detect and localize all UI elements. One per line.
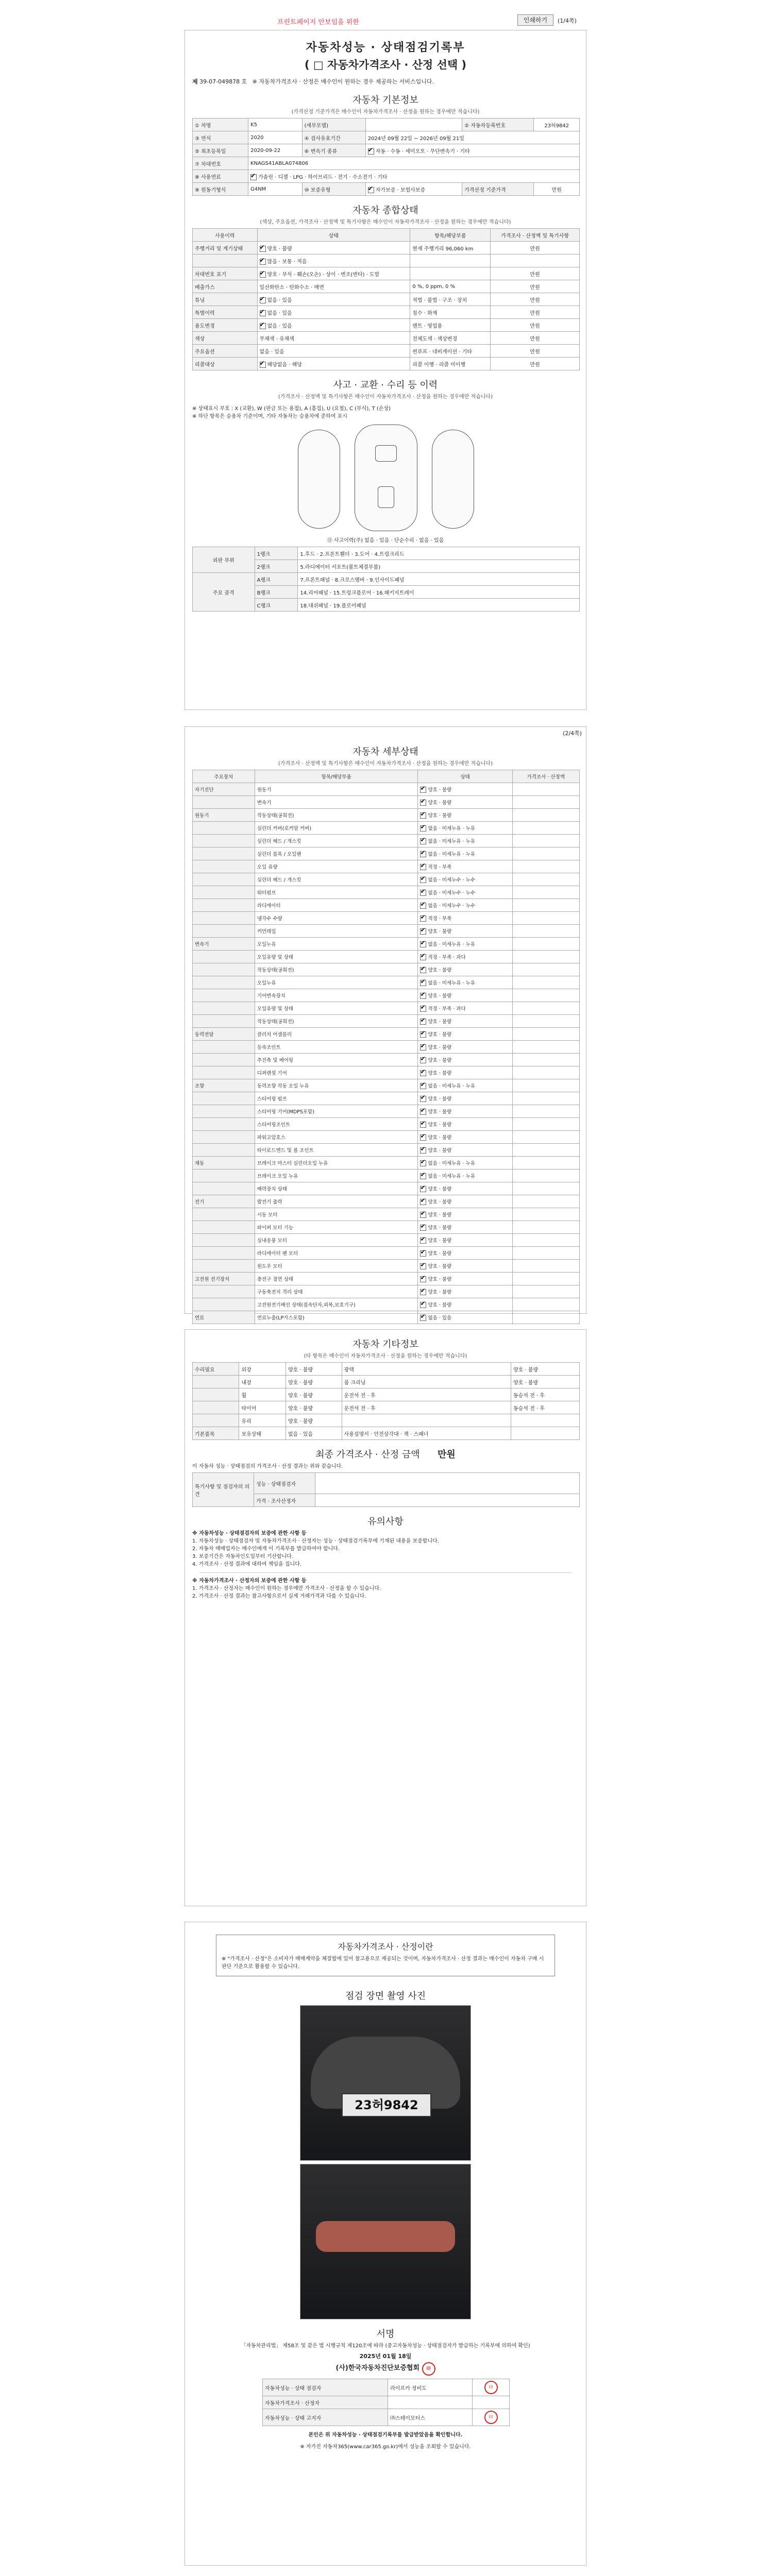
record-number-line: 제 39-07-049878 호 ※ 자동차가격조사 · 산정은 매수인이 원하는 경우 제공하는 서비스입니다.: [192, 78, 434, 85]
detail-row: 커먼레일 ✔ 양호 · 불량: [193, 925, 580, 938]
signature-law: 「자동차관리법」 제58조 및 같은 법 시행규칙 제120조에 따라 (중고자동차성능 · 상태점검자가 발급하는 기록부에 의하여 확인): [241, 2343, 530, 2349]
detail-row: 변속기 오일누유 ✔ 없음 · 미세누유 · 누유: [193, 938, 580, 951]
check-icon: [420, 1199, 426, 1205]
check-icon: [420, 941, 426, 947]
check-icon: [420, 1134, 426, 1141]
detail-row: 추진축 및 베어링 ✔ 양호 · 불량: [193, 1054, 580, 1066]
print-button[interactable]: 인쇄하기: [517, 14, 553, 26]
detail-row: 실린더 커버(로커암 커버) ✔ 없음 · 미세누유 · 누유: [193, 822, 580, 835]
notice-body: ※ 자동차성능 · 상태점검자의 보증에 관한 사항 등 1. 자동차성능 · 상태점검자 및 자동차가격조사 · 산정자는 성능 · 상태점검기록부에 기재된 내용을 보증합니다. 2. 자동차 매매업자는 매수인에게 이 기록부를 발급하여야 합니다. 3. 보증기간은 자동차인도일부터 기산합니다. 4. 가격조사 · 산정 결과에 대하여 책임을 집니다. ※ 자동차가격조사 · 산정자의 보증에 관한 사항 등 1. 가격조사 · 산정자는 매수인이 원하는 경우에만 가격조사 · 산정을 할 수 있습니다. 2. 가격조사 · 산정 결과는 참고사항으로서 실제 거래가격과 다를 수 있습니다.: [185, 1528, 586, 1602]
check-icon: [420, 1238, 426, 1244]
signature-confirm: 본인은 위 자동차성능 · 상태점검기록부를 발급받았음을 확인합니다.: [308, 2432, 463, 2438]
page-number: (1/4쪽): [558, 18, 577, 24]
detail-row: 작동상태(공회전) ✔ 양호 · 불량: [193, 1015, 580, 1028]
check-icon: [420, 916, 426, 922]
car-hood-panel: [375, 445, 397, 462]
car-left-side: [298, 430, 340, 529]
detail-row: 스티어링 펌프 ✔ 양호 · 불량: [193, 1092, 580, 1105]
check-icon: [420, 825, 426, 832]
summary-title: 자동차 종합상태: [352, 205, 418, 216]
detail-row: 윈도우 모터 ✔ 양호 · 불량: [193, 1260, 580, 1273]
check-icon: [420, 993, 426, 999]
final-price-title: 최종 가격조사 · 산정 금액 만원: [315, 1449, 456, 1460]
page-4: [184, 1922, 586, 2566]
etc-title: 자동차 기타정보: [352, 1339, 418, 1350]
check-icon: [420, 928, 426, 935]
price-definition-box: 자동차가격조사 · 산정이란 ※ "가격조사 · 산정"은 소비자가 매매계약을 체결함에 있어 참고용으로 제공되는 것이며, 자동차가격조사 · 산정 결과는 매수인이 자동차 구매 시 판단 기준으로 활용할 수 있습니다.: [216, 1935, 555, 1976]
etc-row: 수리필요 외장 양호 · 불량 광택 양호 · 불량: [193, 1363, 580, 1376]
detail-row: 오일유량 및 상태 ✔ 적정 · 부족 · 과다: [193, 1002, 580, 1015]
check-icon: [420, 1289, 426, 1295]
check-icon: [420, 1225, 426, 1231]
check-icon: [420, 967, 426, 973]
check-icon: [420, 1044, 426, 1050]
detail-row: 와이퍼 모터 기능 ✔ 양호 · 불량: [193, 1221, 580, 1234]
signature-date: 2025년 01월 18일: [359, 2353, 412, 2360]
summary-table: 사용이력 상태 항목/해당부품 가격조사 · 산정액 및 특기사항 주행거리 및 계기상태 ✔ 양호 · 불량 현재 주행거리 96,060 km 만원 ✔많음 · 보통 · 적음 차대번호 표기 ✔ 양호 · 부식 · 훼손(오손) · 상이 · 변조(변타) · 도말 만원 배출가스 일산화탄소 · 탄화수소 · 매연 0 %, 0 ppm, 0 % 만원 튜닝 ✔ 없음 · 있음 적법 · 불법 · 구조 · 장치 만원 특별이력 ✔ 없음 · 있음 침수 · 화재 만원 용도변경 ✔ 없음 · 있음 렌트 · 영업용 만원 색상 무채색 · 유채색 전체도색 · 색상변경 만원 주요옵션 없음 · 있음 썬루프 · 네비게이션 · 기타 만원 리콜대상 ✔ 해당없음 · 해당 리콜 이행 · 리콜 미이행 만원: [192, 228, 580, 370]
photo-title: 점검 장면 촬영 사진: [345, 1991, 426, 2002]
detail-row: 스티어링 기어(MDPS포함) ✔ 양호 · 불량: [193, 1105, 580, 1118]
detail-row: 워터펌프 ✔ 없음 · 미세누수 · 누수: [193, 886, 580, 899]
detail-row: 자기진단 원동기 ✔ 양호 · 불량: [193, 783, 580, 796]
detail-row: 오일누유 ✔ 없음 · 미세누유 · 누유: [193, 976, 580, 989]
detail-row: 오일유량 및 상태 ✔ 적정 · 부족 · 과다: [193, 951, 580, 963]
signature-org: (사)한국자동차진단보증협회 印: [185, 2362, 586, 2376]
final-opinion-table: 특기사항 및 점검자의 의견 성능 · 상태점검자 가격 · 조사산정자: [192, 1472, 580, 1507]
detail-row: 실린더 헤드 / 개스킷 ✔ 없음 · 미세누수 · 누수: [193, 873, 580, 886]
basic-info-title: 자동차 기본정보: [352, 95, 418, 106]
detail-row: 배력장치 상태 ✔ 양호 · 불량: [193, 1182, 580, 1195]
detail-row: 작동상태(공회전) ✔ 양호 · 불량: [193, 963, 580, 976]
etc-row: 유리 양호 · 불량: [193, 1414, 580, 1427]
check-icon: [420, 787, 426, 793]
detail-row: 라디에이터 팬 모터 ✔ 양호 · 불량: [193, 1247, 580, 1260]
basic-info-subtitle: (가격산정 기준가격은 매수인이 자동차가격조사 · 산정을 원하는 경우에만 적습니다): [291, 109, 480, 115]
check-icon: [420, 1302, 426, 1308]
etc-subtitle: (타 항목은 매수인이 자동차가격조사 · 산정을 원하는 경우에만 적습니다): [304, 1353, 467, 1359]
org-stamp-icon: 印: [422, 2362, 435, 2376]
detail-row: 실내송풍 모터 ✔ 양호 · 불량: [193, 1234, 580, 1247]
check-icon: [420, 903, 426, 909]
page-2-number: (2/4쪽): [563, 730, 582, 737]
accident-rank-table: 외판 부위 1랭크 1.후드 · 2.프론트휀더 · 3.도어 · 4.트렁크리드 2랭크 5.라디에이터 서포트(볼트체결부품) 주요 골격 A랭크 7.프론트패널 · 8.크로스멤버 · 9.인사이드패널 B랭크 14.리어패널 · 15.트렁크플로어 · 16.패키지트레이 C랭크 18.대쉬패널 · 19.플로어패널: [192, 547, 580, 612]
detail-subtitle: (가격조사 · 산정액 및 특기사항은 매수인이 자동차가격조사 · 산정을 원하는 경우에만 적습니다): [278, 761, 493, 767]
check-icon: [420, 1160, 426, 1166]
print-notice: 프린트페이지 안보임을 위한: [277, 19, 359, 26]
detail-row: 조향 동력조향 작동 오일 누유 ✔ 없음 · 미세누유 · 누유: [193, 1079, 580, 1092]
inspection-photo-lift: [300, 2164, 471, 2319]
detail-row: 연료 연료누출(LP가스포함) ✔ 없음 · 있음: [193, 1311, 580, 1324]
inspection-photo-front: [300, 2005, 471, 2161]
etc-row: 휠 양호 · 불량 운전석 전 · 후 동승석 전 · 후: [193, 1388, 580, 1401]
detail-row: 스티어링조인트 ✔ 양호 · 불량: [193, 1118, 580, 1131]
license-plate: 23허9842: [342, 2093, 431, 2117]
page-2: [184, 726, 586, 1321]
detail-row: 원동기 작동상태(공회전) ✔ 양호 · 불량: [193, 809, 580, 822]
detail-row: 실린더 블록 / 오일팬 ✔ 없음 · 미세누유 · 누유: [193, 848, 580, 860]
check-icon: [420, 812, 426, 819]
car-right-side: [432, 430, 474, 529]
detail-row: 오일 유량 ✔ 적정 · 부족: [193, 860, 580, 873]
detail-row: 파워고압호스 ✔ 양호 · 불량: [193, 1131, 580, 1144]
check-icon: [420, 1057, 426, 1063]
etc-row: 내장 양호 · 불량 룸 크리닝 양호 · 불량: [193, 1376, 580, 1388]
accident-subtitle: (가격조사 · 산정액 및 특기사항은 매수인이 자동차가격조사 · 산정을 원하는 경우에만 적습니다): [278, 394, 493, 400]
check-icon: [420, 877, 426, 883]
check-icon: [420, 1019, 426, 1025]
check-icon: [420, 1263, 426, 1269]
check-icon: [420, 1096, 426, 1102]
check-icon: [420, 1315, 426, 1321]
detail-row: 제동 브레이크 마스터 실린더오일 누유 ✔ 없음 · 미세누유 · 누유: [193, 1157, 580, 1170]
detail-row: 냉각수 수량 ✔ 적정 · 부족: [193, 912, 580, 925]
detail-row: 라디에이터 ✔ 없음 · 미세누수 · 누수: [193, 899, 580, 912]
car-roof-panel: [378, 486, 394, 508]
check-icon: [420, 1070, 426, 1076]
detail-row: 디퍼렌셜 기어 ✔ 양호 · 불량: [193, 1066, 580, 1079]
document-title: 자동차성능 · 상태점검기록부: [306, 41, 465, 54]
detail-row: 구동축전지 격리 상태 ✔ 양호 · 불량: [193, 1285, 580, 1298]
detail-title: 자동차 세부상태: [352, 747, 418, 757]
check-icon: [420, 980, 426, 986]
signature-footer: ※ 자가진 자동차365(www.car365.go.kr)에서 성능을 조회할 수 있습니다.: [300, 2444, 471, 2450]
dealer-stamp-icon: 印: [484, 2411, 498, 2424]
etc-table: [192, 1362, 580, 1440]
signature-title: 서명: [376, 2329, 395, 2340]
check-icon: [420, 1276, 426, 1282]
detail-row: 전기 발전기 출력 ✔ 양호 · 불량: [193, 1195, 580, 1208]
accident-title: 사고 · 교환 · 수리 등 이력: [333, 380, 438, 391]
notice-title: 유의사항: [367, 1516, 404, 1527]
detail-row: 동력전달 클러치 어셈블리 ✔ 양호 · 불량: [193, 1028, 580, 1041]
document-subtitle: ( □ 자동차가격조사 · 산정 선택 ): [304, 59, 467, 71]
check-icon: [420, 1212, 426, 1218]
final-price-line: 이 자동차 성능 · 상태점검의 가격조사 · 산정 결과는 위와 같습니다.: [192, 1464, 343, 1469]
check-icon: [420, 1031, 426, 1038]
etc-row: 기본품목 보유상태 없음 · 있음 사용설명서 · 안전삼각대 · 잭 · 스패너: [193, 1427, 580, 1440]
detail-row: 등속조인트 ✔ 양호 · 불량: [193, 1041, 580, 1054]
detail-row: 시동 모터 ✔ 양호 · 불량: [193, 1208, 580, 1221]
detail-row: 고전원전기배선 상태(접속단자,피복,보호기구) ✔ 양호 · 불량: [193, 1298, 580, 1311]
top-bar: [184, 13, 586, 29]
etc-row: 타이어 양호 · 불량 운전석 전 · 후 동승석 전 · 후: [193, 1401, 580, 1414]
page-1: [184, 30, 586, 710]
check-icon: [420, 954, 426, 960]
check-icon: [420, 1186, 426, 1192]
signature-table: 자동차성능 · 상태 점검자 라이프카 정비도 印 자동차가격조사 · 산정자 자동차성능 · 상태 고지자 ㈜스테이모터스 印: [262, 2379, 510, 2426]
car-top-view: [355, 425, 417, 531]
detail-row: 타이로드엔드 및 볼 조인트 ✔ 양호 · 불량: [193, 1144, 580, 1157]
page-3: [184, 1329, 586, 1906]
check-icon: [420, 800, 426, 806]
basic-info-table: ① 차명 K5 (세부모델) ② 자동차등록번호 23허9842 ③ 연식 2020 ④ 검사유효기간 2024년 09월 22일 ~ 2026년 09월 21일 ⑤ 최초등록일 2020-09-22 ⑥ 변속기 종류 ✔ 자동 · 수동 · 세미오토 · 무단변속기 · 기타 ⑦ 차대번호 KNAGS41ABLA074806 ⑧ 사용연료 ✔ 가솔린 · 디젤 · LPG · 하이브리드 · 전기 · 수소전기 · 기타 ⑨ 원동기형식 G4NM ⑩ 보증유형 ✔ 자가보증 · 보험사보증 가격산정 기준가격 만원: [192, 118, 580, 196]
detail-row: 실린더 헤드 / 개스킷 ✔ 없음 · 미세누유 · 누유: [193, 835, 580, 848]
check-icon: [420, 1173, 426, 1179]
check-icon: [420, 1250, 426, 1257]
check-icon: [420, 864, 426, 870]
car-diagram: [293, 425, 478, 533]
check-icon: [420, 890, 426, 896]
check-icon: [420, 1147, 426, 1154]
detail-row: 변속기 ✔ 양호 · 불량: [193, 796, 580, 809]
check-icon: [420, 1122, 426, 1128]
check-icon: [420, 1006, 426, 1012]
detail-row: 브레이크 오일 누유 ✔ 없음 · 미세누유 · 누유: [193, 1170, 580, 1182]
check-icon: [420, 851, 426, 857]
check-icon: [420, 838, 426, 844]
detail-row: 고전원 전기장치 충전구 절연 상태 ✔ 양호 · 불량: [193, 1273, 580, 1285]
inspector-stamp-icon: 印: [484, 2381, 498, 2394]
check-icon: [420, 1083, 426, 1089]
summary-subtitle: (색상, 주요옵션, 가격조사 · 산정액 및 특기사항은 매수인이 자동차가격조사 · 산정을 원하는 경우에만 적습니다): [260, 219, 511, 225]
accident-legend: ⑪ 사고이력(주) 없음 · 있음 · 단순수리 · 없음 · 있음: [327, 538, 444, 544]
detail-table: 주요장치 항목/해당부품 상태 가격조사 · 산정액 자기진단 원동기 ✔ 양호 · 불량 변속기 ✔ 양호 · 불량 원동기 작동상태(공회전) ✔ 양호 · 불량 실린더 커버(로커암 커버) ✔ 없음 · 미세누유 · 누유 실린더 헤드 / 개스킷 ✔ 없음 · 미세누유 · 누유 실린더 블록 / 오일팬 ✔ 없음 · 미세누유 · 누유 오일 유량 ✔ 적정 · 부족 실린더 헤드 / 개스킷 ✔ 없음 · 미세누수 · 누수 워터펌프 ✔ 없음 · 미세누수 · 누수 라디에이터 ✔ 없음 · 미세누수 · 누수 냉각수 수량 ✔ 적정 · 부족 커먼레일 ✔ 양호 · 불량 변속기 오일누유 ✔ 없음 · 미세누유 · 누유 오일유량 및 상태 ✔ 적정 · 부족 · 과다 작동상태(공회전) ✔ 양호 · 불량 오일누유 ✔ 없음 · 미세누유 · 누유 기어변속장치 ✔ 양호 · 불량 오일유량 및 상태 ✔ 적정 · 부족 · 과다 작동상태(공회전) ✔ 양호 · 불량 동력전달 클러치 어셈블리 ✔ 양호 · 불량 등속조인트 ✔ 양호 · 불량 추진축 및 베어링 ✔ 양호 · 불량 디퍼렌셜 기어 ✔ 양호 · 불량 조향 동력조향 작동 오일 누유 ✔ 없음 · 미세누유 · 누유 스티어링 펌프 ✔ 양호 · 불량 스티어링 기어(MDPS포함) ✔ 양호 · 불량 스티어링조인트 ✔ 양호 · 불량 파워고압호스 ✔ 양호 · 불량 타이로드엔드 및 볼 조인트 ✔ 양호 · 불량 제동 브레이크 마스터 실린더오일 누유 ✔ 없음 · 미세누유 · 누유 브레이크 오일 누유 ✔ 없음 · 미세누유 · 누유 배력장치 상태 ✔ 양호 · 불량 전기 발전기 출력 ✔ 양호 · 불량 시동 모터 ✔ 양호 · 불량 와이퍼 모터 기능 ✔ 양호 · 불량 실내송풍 모터 ✔ 양호 · 불량 라디에이터 팬 모터 ✔ 양호 · 불량 윈도우 모터 ✔ 양호 · 불량 고전원 전기장치 충전구 절연 상태 ✔ 양호 · 불량 구동축전지 격리 상태 ✔ 양호 · 불량 고전원전기배선 상태(접속단자,피복,보호기구) ✔ 양호 · 불량 연료 연료누출(LP가스포함) ✔ 없음 · 있음: [192, 770, 580, 1324]
detail-row: 기어변속장치 ✔ 양호 · 불량: [193, 989, 580, 1002]
accident-notes: ※ 상태표시 부호 : X (교환), W (판금 또는 용접), A (흠집), U (요철), C (부식), T (손상) ※ 하단 항목은 승용차 기준이며, 기타 자동차는 승용차에 준하여 표시: [192, 406, 391, 419]
check-icon: [420, 1109, 426, 1115]
